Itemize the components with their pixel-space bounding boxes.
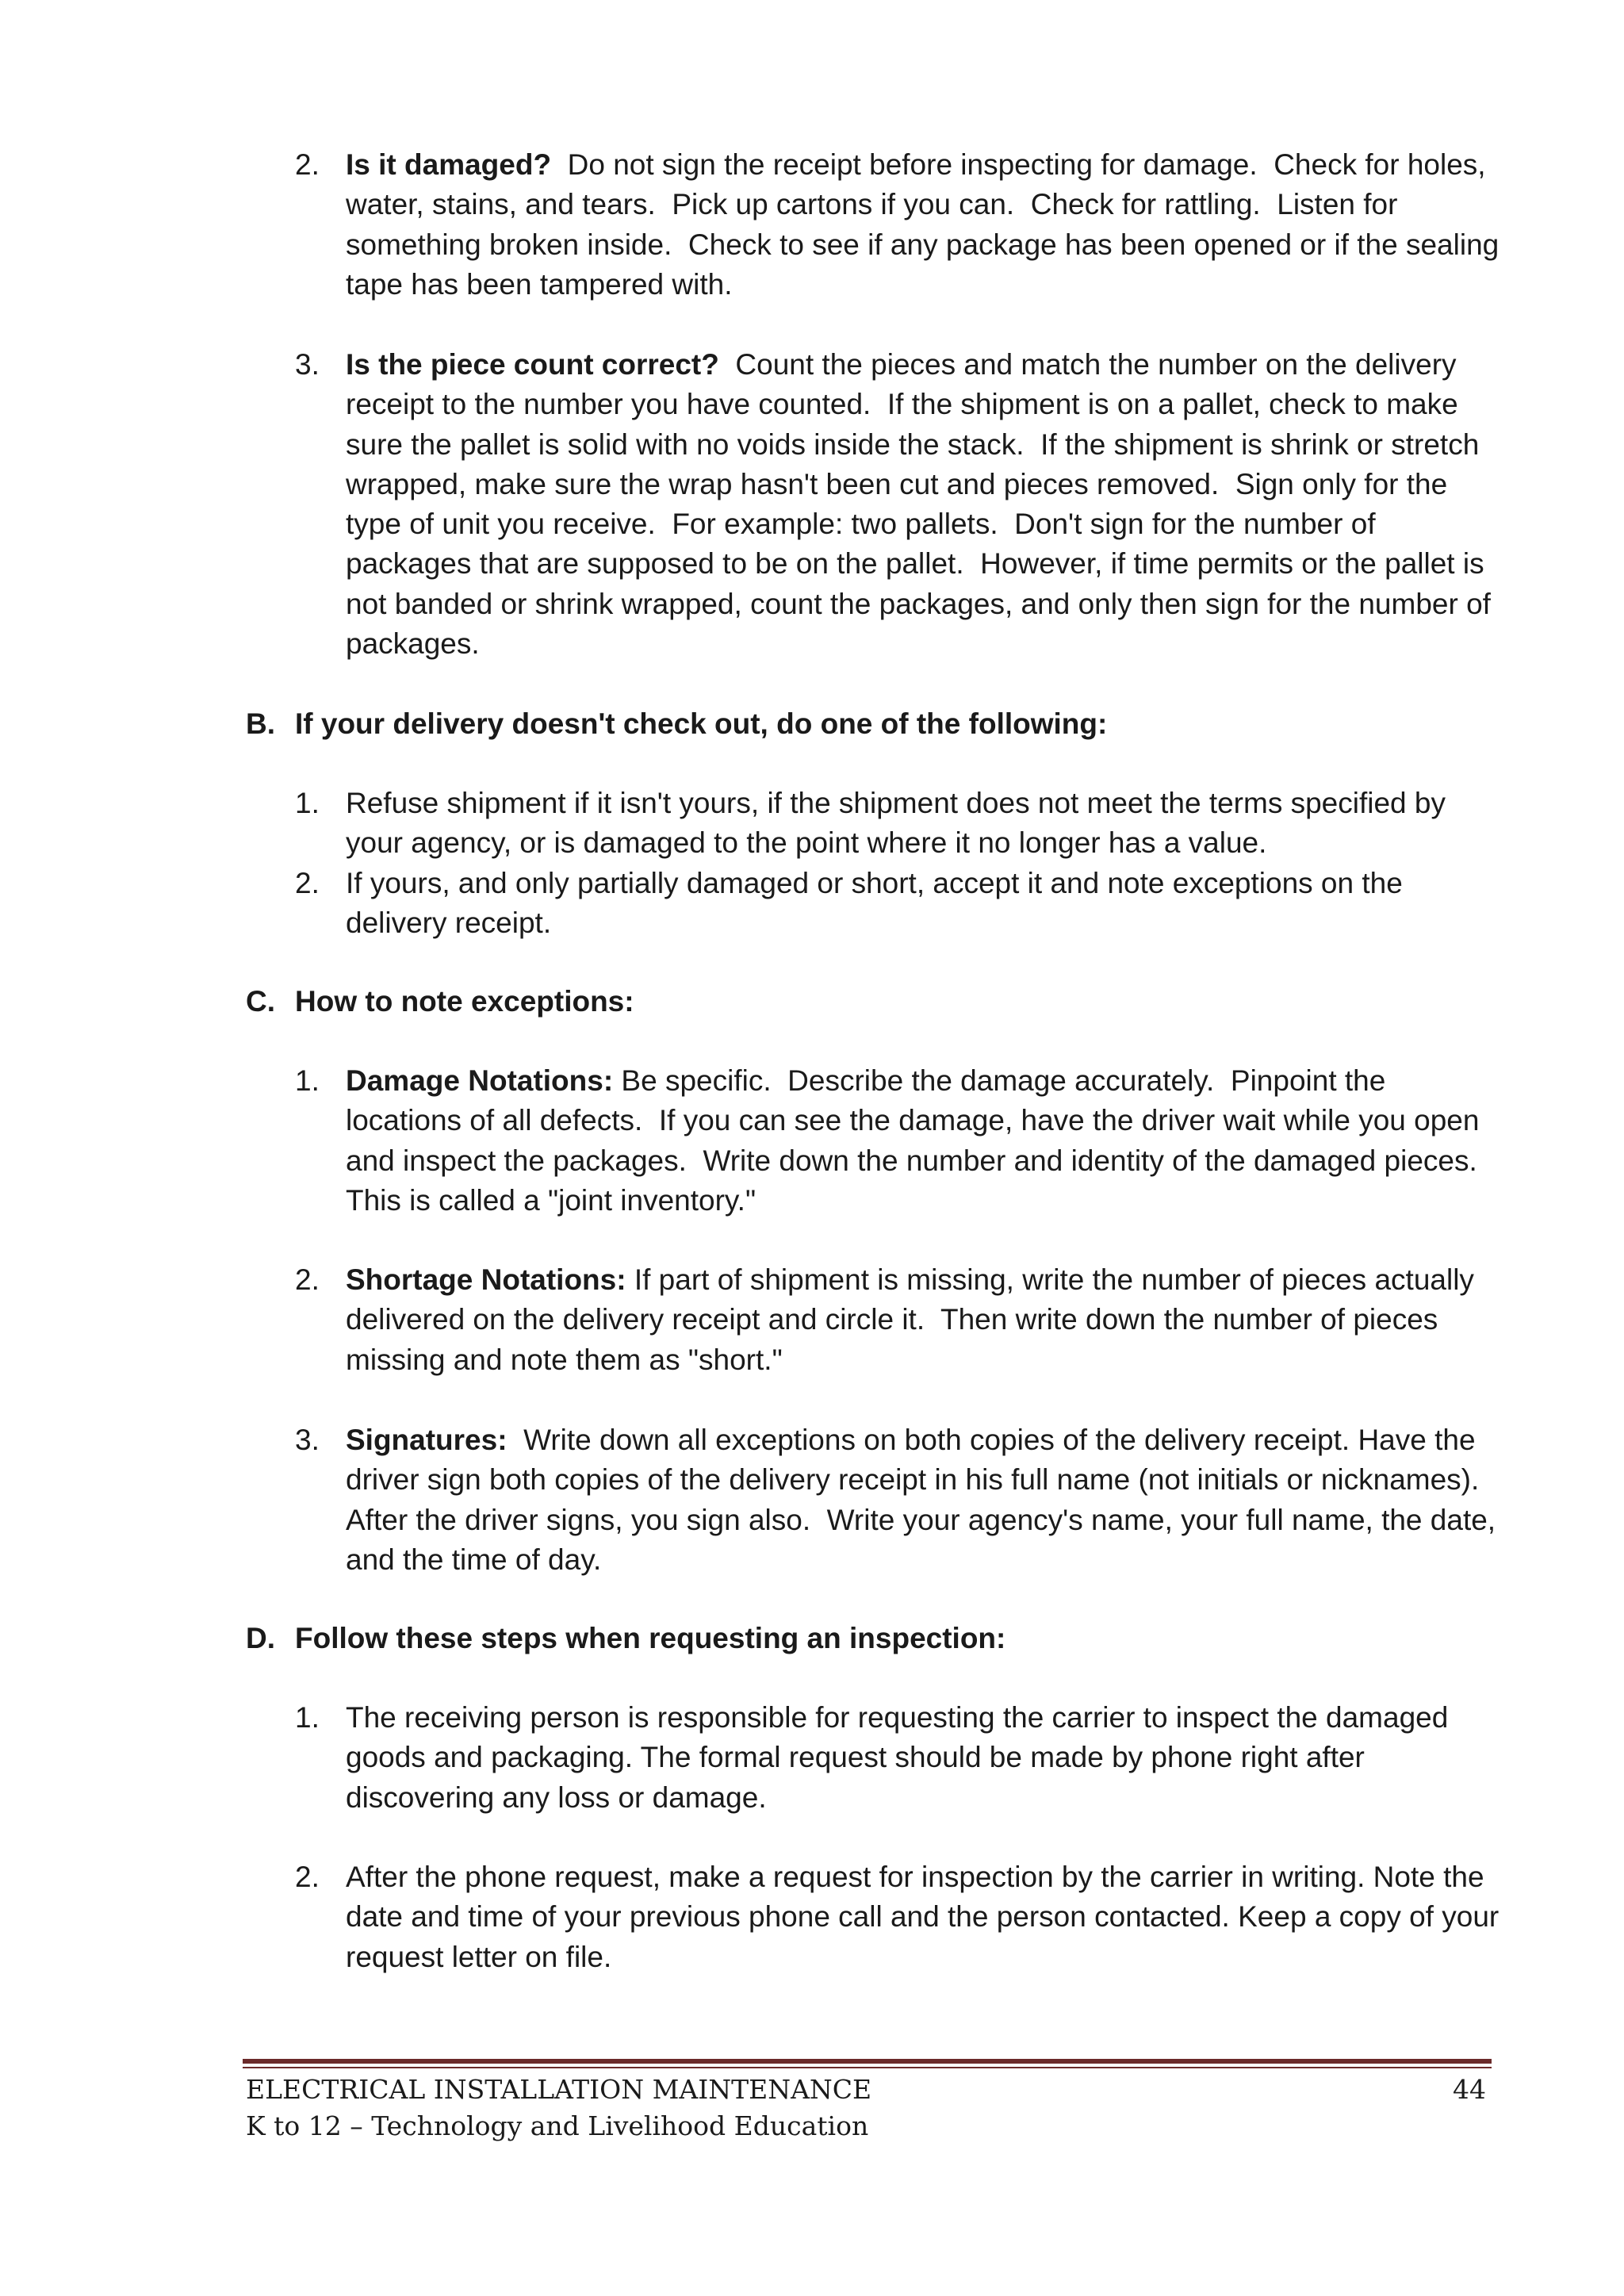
item-text: Count the pieces and match the number on the delivery receipt to the number you have counted. If the shipment is on a pallet, check to make sure the pallet is solid with no voids inside the stack. If the shipment is shrink or stretch wrapped, make sure the wrap hasn't been cut and pieces removed. Sign only for the type of unit you receive. For example: two pallets. Don't sign for the number of packages that are supposed to be on the pallet. However, if time permits or the pallet is not banded or shrink wrapped, count the packages, and only then sign for the number of packages. xyxy=(346,348,1500,661)
item-text: If yours, and only partially damaged or short, accept it and note exceptions on the delivery receipt. xyxy=(346,867,1403,940)
section-letter: D. xyxy=(246,1622,275,1654)
section-heading-d xyxy=(246,1619,1484,1658)
item-label: Damage Notations: xyxy=(346,1064,614,1097)
footer-subtitle: K to 12 – Technology and Livelihood Education xyxy=(246,2110,869,2141)
list-item xyxy=(295,1420,1504,1580)
item-number: 2. xyxy=(295,148,320,181)
section-heading-c xyxy=(246,982,1484,1022)
item-number: 2. xyxy=(295,1861,320,1893)
item-number: 1. xyxy=(295,787,320,819)
list-item xyxy=(295,1260,1503,1380)
item-number: 2. xyxy=(295,1263,320,1296)
item-text: After the phone request, make a request for inspection by the carrier in writing. Note the date and time of your previous phone call and the person contacted. Keep a copy of your request letter on file. xyxy=(346,1861,1500,1973)
item-number: 3. xyxy=(295,348,320,381)
list-item xyxy=(295,1857,1503,1977)
item-number: 2. xyxy=(295,867,320,899)
item-text: The receiving person is responsible for requesting the carrier to inspect the damaged goods and packaging. The formal request should be made by phone right after discovering any loss or damage. xyxy=(346,1701,1449,1814)
footer-divider-thick xyxy=(243,2059,1492,2064)
item-label: Signatures: xyxy=(346,1424,508,1456)
footer-divider-thin xyxy=(243,2067,1492,2068)
section-letter: C. xyxy=(246,985,275,1018)
section-heading-text: Follow these steps when requesting an inspection: xyxy=(295,1622,1006,1654)
item-text: If part of shipment is missing, write the number of pieces actually delivered on the delivery receipt and circle it. Then write down the number of pieces missing and note them as "short." xyxy=(346,1263,1483,1376)
item-label: Shortage Notations: xyxy=(346,1263,626,1296)
page-number: 44 xyxy=(1453,2074,1486,2105)
list-item xyxy=(295,1061,1503,1221)
section-heading-b xyxy=(246,704,1484,744)
list-item xyxy=(295,784,1503,864)
list-item xyxy=(295,864,1503,944)
item-label: Is it damaged? xyxy=(346,148,552,181)
item-text: Be specific. Describe the damage accurately. Pinpoint the locations of all defects. If you can see the damage, have the driver wait while you open and inspect the packages. Write down the number and identity of the damaged pieces. This is called a "joint inventory." xyxy=(346,1064,1493,1217)
item-number: 1. xyxy=(295,1064,320,1097)
section-heading-text: If your delivery doesn't check out, do one of the following: xyxy=(295,707,1108,740)
item-number: 1. xyxy=(295,1701,320,1734)
item-label: Is the piece count correct? xyxy=(346,348,719,381)
list-item xyxy=(295,145,1507,305)
section-letter: B. xyxy=(246,707,275,740)
list-item xyxy=(295,345,1503,664)
section-heading-text: How to note exceptions: xyxy=(295,985,634,1018)
item-number: 3. xyxy=(295,1424,320,1456)
footer-title: ELECTRICAL INSTALLATION MAINTENANCE xyxy=(246,2074,872,2105)
item-text: Refuse shipment if it isn't yours, if the shipment does not meet the terms specified by your agency, or is damaged to the point where it no longer has a value. xyxy=(346,787,1446,860)
item-text: Write down all exceptions on both copies of the delivery receipt. Have the driver sign both copies of the delivery receipt in his full name (not initials or nicknames). After the driver signs, you sign also. Write your agency's name, your full name, the date, and the time of day. xyxy=(346,1424,1504,1576)
list-item xyxy=(295,1698,1503,1818)
item-text: Do not sign the receipt before inspecting for damage. Check for holes, water, stains, and tears. Pick up cartons if you can. Check for rattling. Listen for something broken inside. Check to see if any package has been opened or if the sealing tape has been tampered with. xyxy=(346,148,1507,301)
